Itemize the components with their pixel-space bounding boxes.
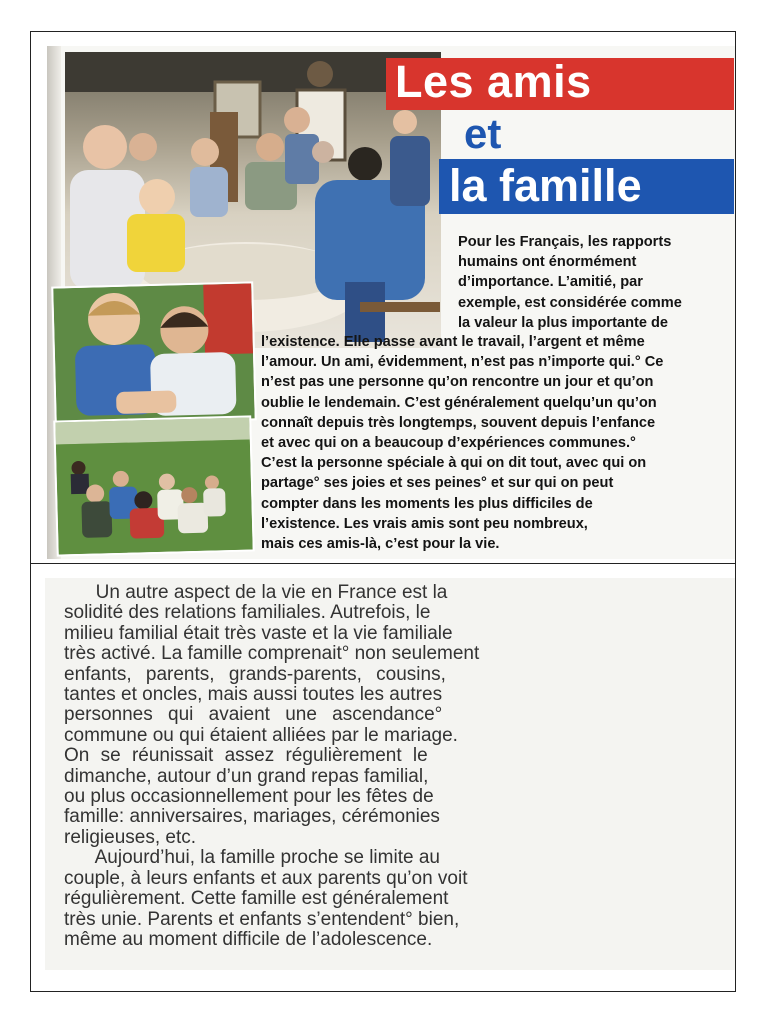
body-line: commune ou qui étaient alliées par le mariage.	[64, 724, 458, 746]
intro-line: l’existence. Les vrais amis sont peu nombreux,	[261, 515, 588, 532]
body-line: famille: anniversaires, mariages, cérémonies	[64, 806, 440, 828]
section-divider	[30, 563, 736, 564]
body-paragraph	[64, 583, 479, 950]
body-line: même au moment difficile de l’adolescence.	[64, 928, 433, 950]
body-line: couple, à leurs enfants et aux parents qu’on voit	[64, 867, 468, 889]
body-line: Un autre aspect de la vie en France est la	[64, 582, 448, 603]
intro-line: d’importance. L’amitié, par	[458, 274, 643, 291]
body-line: régulièrement. Cette famille est généralement	[64, 888, 449, 910]
body-line: solidité des relations familiales. Autrefois, le	[64, 602, 431, 624]
intro-line: C’est la personne spéciale à qui on dit tout, avec qui on	[261, 455, 647, 472]
intro-line: oublie le lendemain. C’est généralement quelqu’un qu’on	[261, 394, 657, 411]
intro-line: partage° ses joies et ses peines° et sur qui on peut	[261, 475, 614, 492]
title-line-la-famille: la famille	[449, 160, 642, 211]
title-line-et: et	[464, 110, 502, 157]
intro-line: connaît depuis très longtemps, souvent depuis l’enfance	[261, 414, 656, 431]
intro-line: compter dans les moments les plus difficiles de	[261, 495, 593, 512]
intro-line: l’existence. Elle passe avant le travail, l’argent et même	[261, 334, 645, 350]
intro-line: l’amour. Un ami, évidemment, n’est pas n’importe qui.° Ce	[261, 354, 664, 371]
intro-line: Pour les Français, les rapports	[458, 234, 672, 250]
intro-line: exemple, est considérée comme	[458, 294, 682, 311]
body-line: On se réunissait assez régulièrement le	[64, 745, 428, 767]
body-line: milieu familial était très vaste et la vie familiale	[64, 622, 453, 644]
intro-paragraph	[47, 46, 735, 559]
body-line: Aujourd’hui, la famille proche se limite au	[64, 847, 440, 869]
intro-line: et avec qui on a beaucoup d’expériences communes.°	[261, 435, 636, 452]
body-line: enfants, parents, grands-parents, cousins,	[64, 663, 446, 685]
body-line: personnes qui avaient une ascendance°	[64, 704, 443, 726]
body-line: très unie. Parents et enfants s’entendent° bien,	[64, 908, 460, 930]
title-line-les-amis: Les amis	[395, 56, 592, 107]
intro-line: n’est pas une personne qu’on rencontre un jour et qu’on	[261, 374, 654, 391]
body-line: dimanche, autour d’un grand repas familial,	[64, 765, 429, 787]
intro-text-right	[458, 232, 682, 333]
intro-line: la valeur la plus importante de	[458, 314, 669, 331]
body-line: tantes et oncles, mais aussi toutes les autres	[64, 684, 443, 706]
body-line: ou plus occasionnellement pour les fêtes de	[64, 786, 434, 808]
intro-line: mais ces amis-là, c’est pour la vie.	[261, 536, 500, 553]
intro-line: humains ont énormément	[458, 254, 637, 271]
intro-text-wide	[261, 332, 663, 554]
body-line: très activé. La famille comprenait° non seulement	[64, 643, 480, 665]
body-line: religieuses, etc.	[64, 826, 197, 848]
